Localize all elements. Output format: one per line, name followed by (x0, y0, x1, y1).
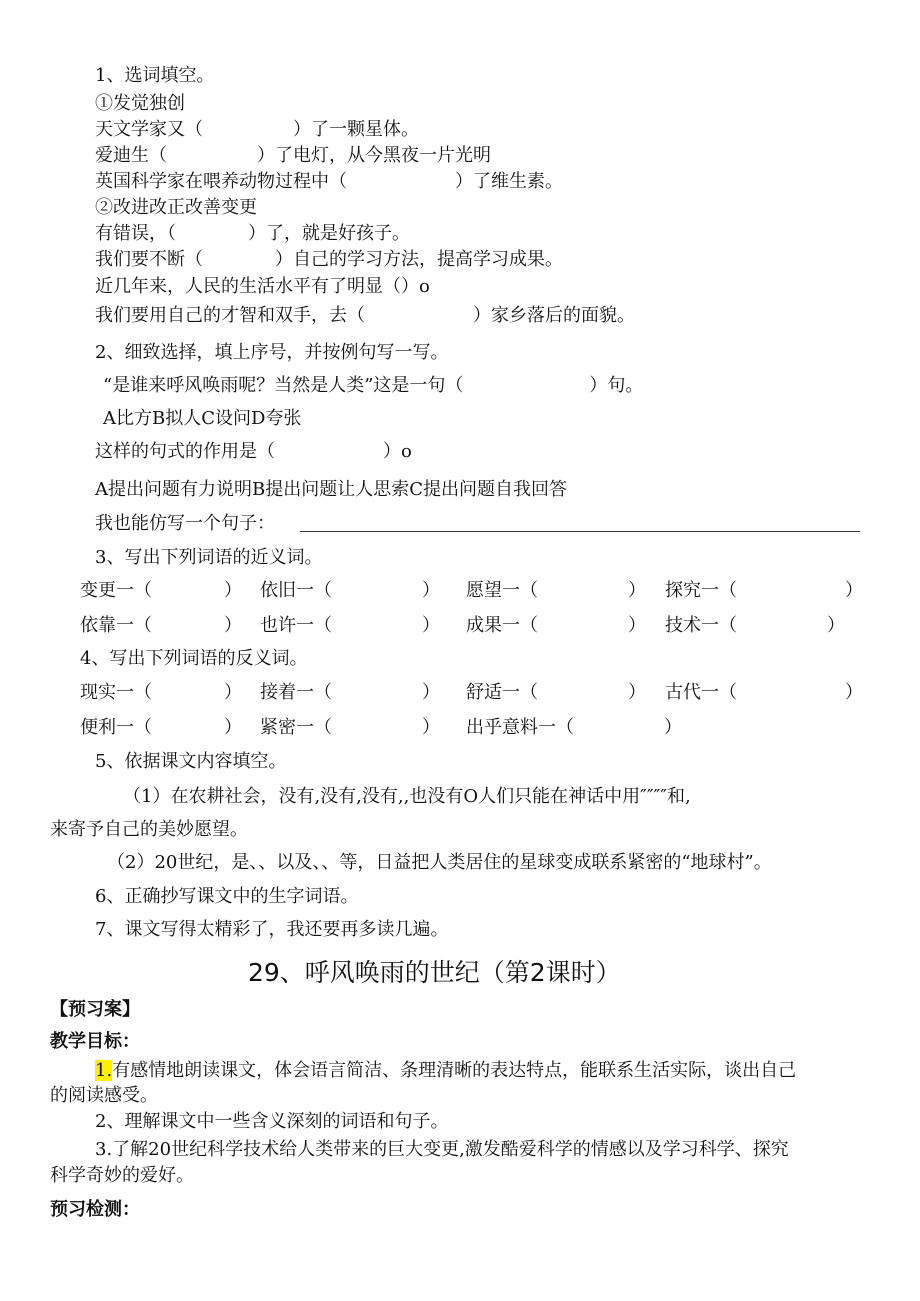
q5-item-2: （2）20世纪，是、、以及、、等，日益把人类居住的星球变成联系紧密的“地球村”。 (107, 852, 772, 873)
goal-2: 2、理解课文中一些含义深刻的词语和句子。 (95, 1111, 449, 1132)
q5-item-1-cont: 来寄予自己的美妙愿望。 (50, 819, 248, 840)
q1-sentence-7: 我们要用自己的才智和双手，去（ ）家乡落后的面貌。 (95, 305, 635, 326)
prep-label: 【预习案】 (50, 999, 140, 1020)
q2-imitate-prompt: 我也能仿写一个句子： (95, 513, 275, 534)
q1-sentence-4: 有错误，（ ）了，就是好孩子。 (95, 223, 410, 244)
lesson-title: 29、呼风唤雨的世纪（第2课时） (248, 958, 621, 987)
q1-word-group-2: ②改进改正改善变更 (95, 197, 257, 218)
q2-options-1: A比方B拟人C设问D夸张 (103, 408, 302, 429)
q1-sentence-1: 天文学家又（ ）了一颗星体。 (95, 119, 419, 140)
goal-3: 3.了解20世纪科学技术给人类带来的巨大变更,激发酷爱科学的情感以及学习科学、探究 (95, 1139, 789, 1160)
q4-heading: 4、写出下列词语的反义词。 (80, 648, 308, 669)
q2-options-2: A提出问题有力说明B提出问题让人思索C提出问题自我回答 (95, 479, 567, 500)
q3-word-3: 愿望一（ ） (466, 580, 646, 601)
q3-word-4: 探究一（ ） (665, 580, 863, 601)
q3-word-1: 变更一（ ） (80, 580, 242, 601)
goals-label: 教学目标： (50, 1031, 140, 1052)
q4-word-4: 古代一（ ） (665, 682, 863, 703)
q1-word-group-1: ①发觉独创 (95, 93, 185, 114)
q4-word-1: 现实一（ ） (80, 682, 242, 703)
q2-sentence-1: “是谁来呼风唤雨呢？当然是人类”这是一句（ ）句。 (103, 375, 644, 396)
q3-word-7: 成果一（ ） (466, 615, 646, 636)
q4-word-2: 接着一（ ） (260, 682, 440, 703)
q6-text: 6、正确抄写课文中的生字词语。 (95, 886, 359, 907)
q1-sentence-6: 近几年来，人民的生活水平有了明显（）o (95, 276, 430, 297)
q2-heading: 2、细致选择，填上序号，并按例句写一写。 (95, 342, 449, 363)
q1-sentence-2: 爱迪生（ ）了电灯，从今黑夜一片光明 (95, 145, 491, 166)
q3-word-5: 依靠一（ ） (80, 615, 242, 636)
q4-word-7: 出乎意料一（ ） (466, 717, 682, 738)
goal-1-text: 有感情地朗读课文，体会语言简洁、条理清晰的表达特点，能联系生活实际，谈出自己 (112, 1060, 797, 1081)
q1-sentence-5: 我们要不断（ ）自己的学习方法，提高学习成果。 (95, 249, 563, 270)
q2-sentence-2: 这样的句式的作用是（ ）o (95, 441, 412, 462)
q3-word-6: 也许一（ ） (260, 615, 440, 636)
q4-word-6: 紧密一（ ） (260, 717, 440, 738)
answer-line[interactable] (300, 531, 860, 532)
q1-heading: 1、选词填空。 (95, 65, 215, 86)
q5-heading: 5、依据课文内容填空。 (95, 751, 287, 772)
goal-3-cont: 科学奇妙的爱好。 (50, 1165, 194, 1186)
goal-1-number: 1. (95, 1060, 113, 1081)
goal-1 (95, 1059, 796, 1083)
q5-item-1: （1）在农耕社会，没有,没有,没有,,也没有O人们只能在神话中用″″″″和, (123, 786, 691, 807)
q3-word-8: 技术一（ ） (665, 615, 845, 636)
q1-sentence-3: 英国科学家在喂养动物过程中（ ）了维生素。 (95, 171, 563, 192)
check-label: 预习检测： (50, 1199, 140, 1220)
q3-heading: 3、写出下列词语的近义词。 (95, 547, 323, 568)
q3-word-2: 依旧一（ ） (260, 580, 440, 601)
q4-word-5: 便利一（ ） (80, 717, 242, 738)
q7-text: 7、课文写得太精彩了，我还要再多读几遍。 (95, 919, 449, 940)
q4-word-3: 舒适一（ ） (466, 682, 646, 703)
goal-1-cont: 的阅读感受。 (50, 1085, 158, 1106)
